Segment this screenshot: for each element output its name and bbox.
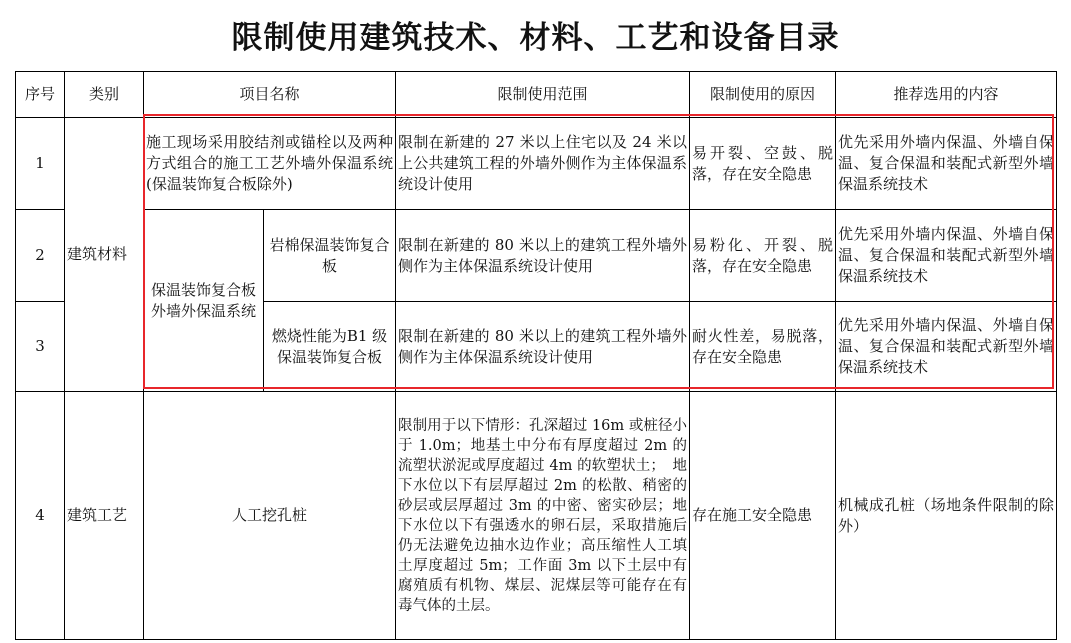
header-category: 类别 — [65, 72, 144, 118]
row-category: 建筑材料 — [65, 118, 144, 392]
row-recommend: 优先采用外墙内保温、外墙自保温、复合保温和装配式新型外墙保温系统技术 — [836, 118, 1057, 210]
row-scope: 限制在新建的 80 米以上的建筑工程外墙外侧作为主体保温系统设计使用 — [396, 210, 690, 302]
row-recommend: 机械成孔桩（场地条件限制的除外） — [836, 392, 1057, 640]
row-reason: 存在施工安全隐患 — [690, 392, 836, 640]
row-no: 1 — [16, 118, 65, 210]
row-item: 人工挖孔桩 — [144, 392, 396, 640]
table-row — [16, 392, 1057, 640]
header-recommend: 推荐选用的内容 — [836, 72, 1057, 118]
table-row — [16, 210, 1057, 302]
header-item: 项目名称 — [144, 72, 396, 118]
row-item-group: 保温装饰复合板外墙外保温系统 — [144, 210, 264, 392]
row-no: 3 — [16, 302, 65, 392]
document-title: 限制使用建筑技术、材料、工艺和设备目录 — [231, 20, 840, 56]
row-sub-item: 岩棉保温装饰复合板 — [264, 210, 396, 302]
header-scope: 限制使用范围 — [396, 72, 690, 118]
row-scope: 限制在新建的 27 米以上住宅以及 24 米以上公共建筑工程的外墙外侧作为主体保温系统设计使用 — [396, 118, 690, 210]
header-reason: 限制使用的原因 — [690, 72, 836, 118]
header-no: 序号 — [16, 72, 65, 118]
row-scope: 限制用于以下情形：孔深超过 16m 或桩径小于 1.0m；地基土中分布有厚度超过 2m 的流塑状淤泥或厚度超过 4m 的软塑状土； 地下水位以下有层厚超过 2m 的松散、稍密的砂层或层厚超过 3m 的中密、密实砂层；地下水位以下有强透水的卵石层，采取措施后仍无法避免边抽水边作业；高压缩性人工填土厚度超过 5m；工作面 3m 以下土层中有腐殖质有机物、煤层、泥煤层等可能存在有毒气体的土层。 — [396, 392, 690, 640]
row-reason: 耐火性差，易脱落，存在安全隐患 — [690, 302, 836, 392]
row-recommend: 优先采用外墙内保温、外墙自保温、复合保温和装配式新型外墙保温系统技术 — [836, 302, 1057, 392]
table-row — [16, 118, 1057, 210]
row-no: 2 — [16, 210, 65, 302]
restriction-table — [15, 71, 1057, 640]
row-recommend: 优先采用外墙内保温、外墙自保温、复合保温和装配式新型外墙保温系统技术 — [836, 210, 1057, 302]
row-reason: 易粉化、开裂、脱落，存在安全隐患 — [690, 210, 836, 302]
row-sub-item: 燃烧性能为B1 级保温装饰复合板 — [264, 302, 396, 392]
row-category: 建筑工艺 — [65, 392, 144, 640]
row-scope: 限制在新建的 80 米以上的建筑工程外墙外侧作为主体保温系统设计使用 — [396, 302, 690, 392]
header-row — [16, 72, 1057, 118]
row-reason: 易开裂、空鼓、脱落，存在安全隐患 — [690, 118, 836, 210]
row-no: 4 — [16, 392, 65, 640]
row-item: 施工现场采用胶结剂或锚栓以及两种方式组合的施工工艺外墙外保温系统(保温装饰复合板除外) — [144, 118, 396, 210]
